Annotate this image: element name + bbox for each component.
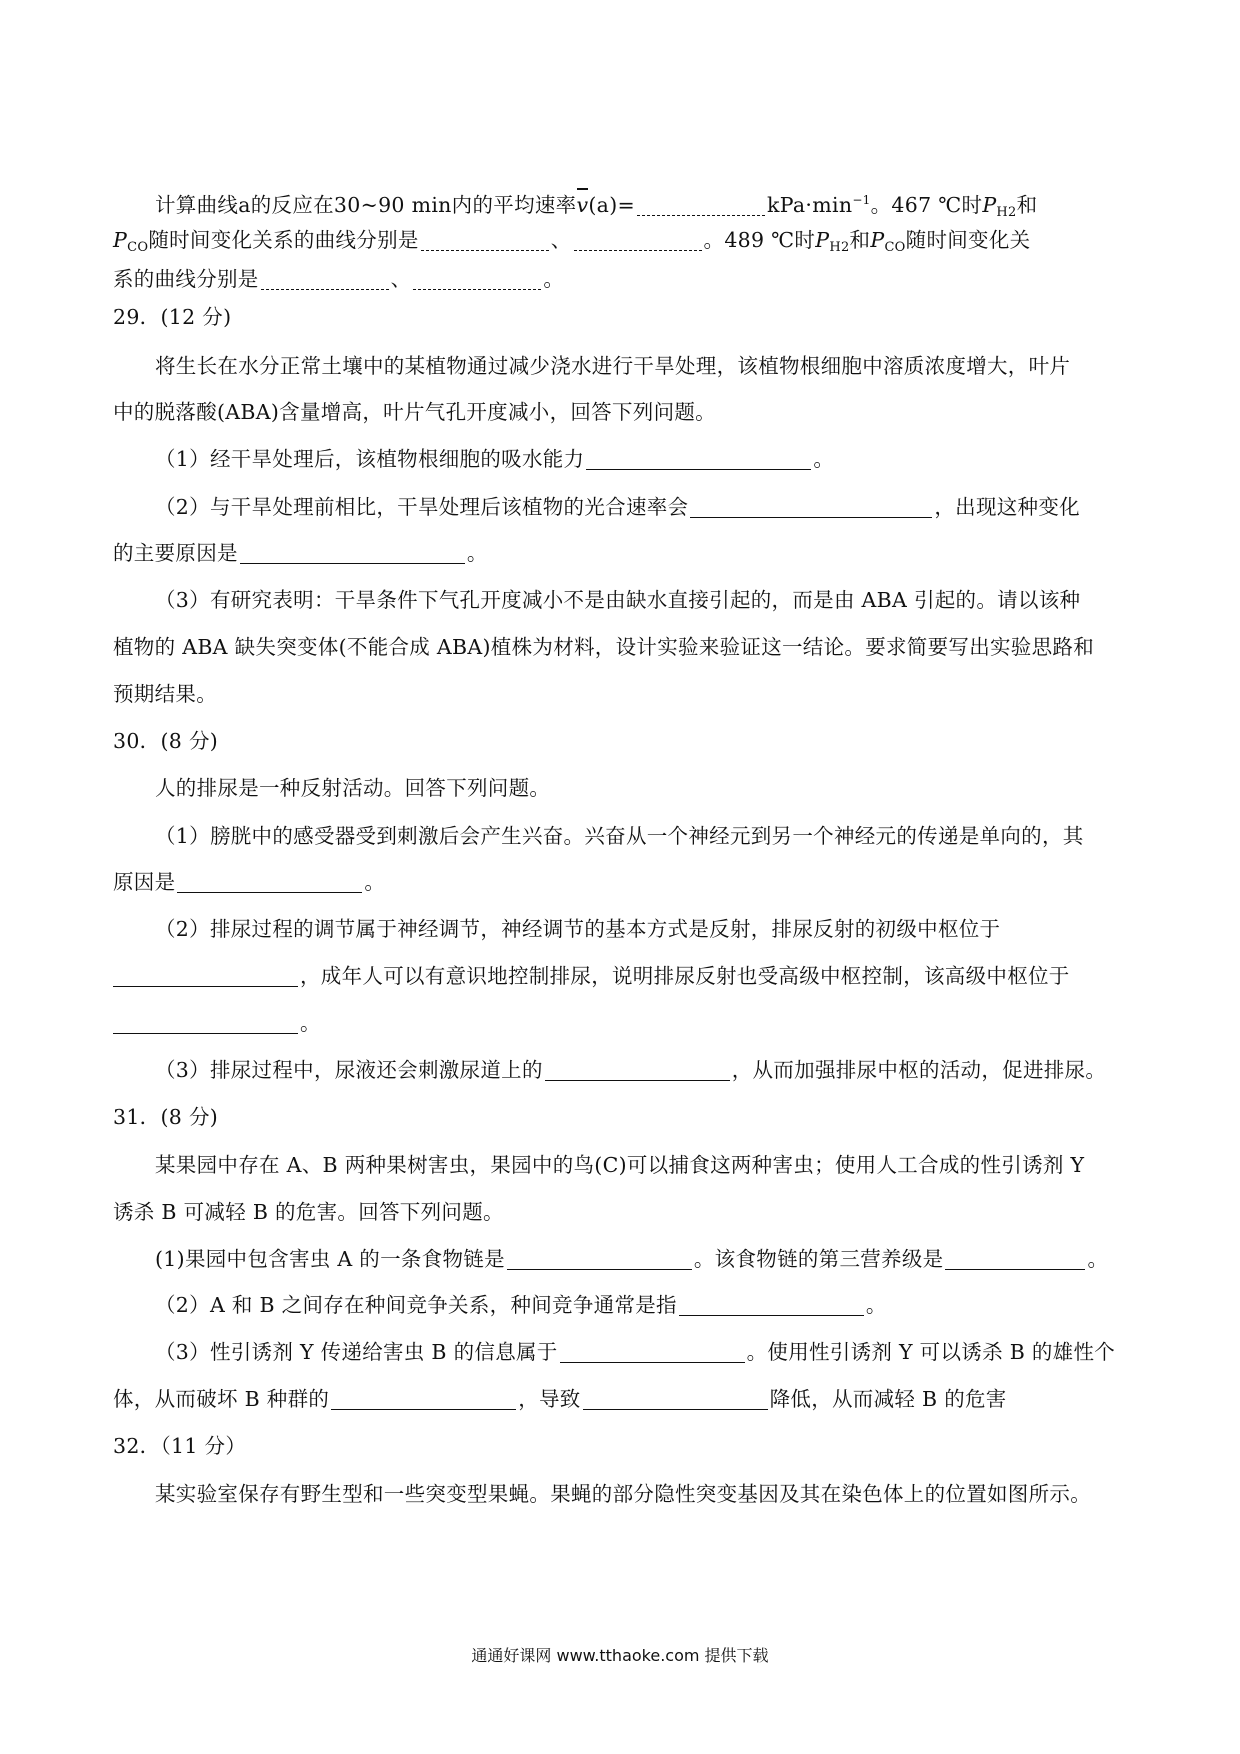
q29-sub-3: （3）有研究表明：干旱条件下气孔开度减小不是由缺水直接引起的，而是由 ABA 引起的。请以该种 [155, 588, 1081, 612]
q30-intro: 人的排尿是一种反射活动。回答下列问题。 [155, 776, 551, 800]
answer-blank[interactable] [637, 193, 765, 216]
answer-blank[interactable] [545, 1058, 730, 1081]
answer-blank[interactable] [261, 267, 389, 290]
q31-text: 。使用性引诱剂 Y 可以诱杀 B 的雄性个 [746, 1340, 1116, 1364]
q30-text: 原因是 [113, 870, 176, 894]
v-bar-symbol: v [576, 188, 588, 220]
q30-sub-1-cont [113, 867, 385, 897]
q30-sub-2: （2）排尿过程的调节属于神经调节，神经调节的基本方式是反射，排尿反射的初级中枢位于 [155, 917, 1001, 941]
q29-intro-2: 中的脱落酸(ABA)含量增高，叶片气孔开度减小，回答下列问题。 [113, 400, 716, 424]
q28-text: 。489 ℃时 [703, 228, 816, 252]
q30-text: ，从而加强排尿中枢的活动，促进排尿。 [731, 1058, 1107, 1082]
answer-blank[interactable] [240, 541, 465, 564]
q29-text: 。 [813, 447, 835, 471]
q31-text: 降低，从而减轻 B 的危害 [769, 1387, 1007, 1411]
p-symbol: P [113, 228, 128, 252]
q29-sub-2-cont [113, 538, 488, 568]
q31-intro-1: 某果园中存在 A、B 两种果树害虫，果园中的鸟(C)可以捕食这两种害虫；使用人工合成的性引诱剂 Y [155, 1153, 1085, 1177]
q31-text: 体，从而破坏 B 种群的 [113, 1387, 330, 1411]
answer-blank[interactable] [945, 1247, 1085, 1270]
answer-blank[interactable] [177, 870, 362, 893]
page-footer: 通通好课网 www.tthaoke.com 提供下载 [471, 1646, 769, 1665]
q28-text: 和 [1016, 192, 1038, 217]
co-subscript: CO [884, 240, 906, 255]
answer-blank[interactable] [586, 447, 811, 470]
p-symbol: P [870, 228, 885, 252]
q29-text: （2）与干旱处理前相比，干旱处理后该植物的光合速率会 [155, 495, 689, 519]
q30-heading: 30．(8 分) [113, 729, 219, 753]
q29-text: ，出现这种变化 [934, 495, 1080, 519]
q29-sub-3-cont-1: 植物的 ABA 缺失突变体(不能合成 ABA)植株为材料，设计实验来验证这一结论。要求简要写出实验思路和 [113, 635, 1094, 659]
q28-line-1 [155, 185, 1037, 228]
q29-sub-2 [155, 492, 1080, 522]
answer-blank[interactable] [583, 1387, 768, 1410]
q29-text: 。 [466, 541, 488, 565]
q31-sub-3-cont [113, 1384, 1007, 1414]
q31-sub-1 [155, 1244, 1108, 1274]
answer-blank[interactable] [413, 267, 541, 290]
q30-sub-3 [155, 1055, 1106, 1085]
q28-unit: kPa·min [766, 192, 853, 217]
q31-text: 。 [865, 1293, 887, 1317]
answer-blank[interactable] [507, 1247, 692, 1270]
answer-blank[interactable] [574, 228, 702, 251]
q28-text: 和 [849, 228, 871, 252]
h2-subscript: H2 [829, 240, 850, 255]
q30-sub-2-cont-2 [113, 1008, 321, 1038]
q30-text: 。 [364, 870, 386, 894]
q28-sup: −1 [852, 193, 871, 207]
q28-text: 。 [543, 267, 565, 291]
co-subscript: CO [127, 240, 149, 255]
answer-blank[interactable] [331, 1387, 516, 1410]
q28-text: 、 [390, 267, 412, 291]
q31-intro-2: 诱杀 B 可减轻 B 的危害。回答下列问题。 [113, 1200, 504, 1224]
q32-heading: 32．（11 分） [113, 1434, 247, 1458]
q30-text: （3）排尿过程中，尿液还会刺激尿道上的 [155, 1058, 543, 1082]
q29-intro-1: 将生长在水分正常土壤中的某植物通过减少浇水进行干旱处理，该植物根细胞中溶质浓度增大，叶片 [155, 354, 1071, 378]
q28-text: 、 [550, 228, 572, 252]
q31-text: 。 [1087, 1247, 1109, 1271]
q30-text: 。 [300, 1011, 321, 1035]
h2-subscript: H2 [996, 204, 1017, 220]
q28-line-2 [113, 225, 1030, 263]
q32-intro: 某实验室保存有野生型和一些突变型果蝇。果蝇的部分隐性突变基因及其在染色体上的位置如图所示。 [155, 1482, 1091, 1506]
q28-text: 计算曲线a的反应在30~90 min内的平均速率 [155, 192, 577, 217]
p-symbol: P [982, 192, 997, 217]
answer-blank[interactable] [679, 1293, 864, 1316]
answer-blank[interactable] [421, 228, 549, 251]
q31-sub-3 [155, 1337, 1115, 1367]
q31-text: （3）性引诱剂 Y 传递给害虫 B 的信息属于 [155, 1340, 558, 1364]
q28-text: (a)= [588, 192, 635, 217]
q28-line-3 [113, 264, 564, 294]
q31-text: (1)果园中包含害虫 A 的一条食物链是 [155, 1247, 505, 1271]
q31-text: （2）A 和 B 之间存在种间竞争关系，种间竞争通常是指 [155, 1293, 677, 1317]
q29-text: 的主要原因是 [113, 541, 238, 565]
q29-heading: 29．(12 分) [113, 305, 232, 329]
q28-text: 随时间变化关 [905, 228, 1031, 252]
q31-text: 。该食物链的第三营养级是 [693, 1247, 944, 1271]
q31-heading: 31．(8 分) [113, 1105, 219, 1129]
q29-sub-1 [155, 444, 834, 474]
q31-sub-2 [155, 1290, 887, 1320]
answer-blank[interactable] [560, 1340, 745, 1363]
q30-sub-2-cont-1 [113, 961, 1070, 991]
q30-text: ，成年人可以有意识地控制排尿，说明排尿反射也受高级中枢控制，该高级中枢位于 [300, 964, 1070, 988]
answer-blank[interactable] [113, 964, 298, 987]
q28-text: 随时间变化关系的曲线分别是 [148, 228, 419, 252]
q31-text: ，导致 [518, 1387, 581, 1411]
q29-text: （1）经干旱处理后，该植物根细胞的吸水能力 [155, 447, 585, 471]
q28-text: 系的曲线分别是 [113, 267, 259, 291]
answer-blank[interactable] [690, 495, 932, 518]
answer-blank[interactable] [113, 1011, 298, 1034]
q29-sub-3-cont-2: 预期结果。 [113, 682, 217, 706]
q30-sub-1: （1）膀胱中的感受器受到刺激后会产生兴奋。兴奋从一个神经元到另一个神经元的传递是单向的，其 [155, 824, 1084, 848]
p-symbol: P [815, 228, 830, 252]
q28-text: 。467 ℃时 [870, 192, 983, 217]
